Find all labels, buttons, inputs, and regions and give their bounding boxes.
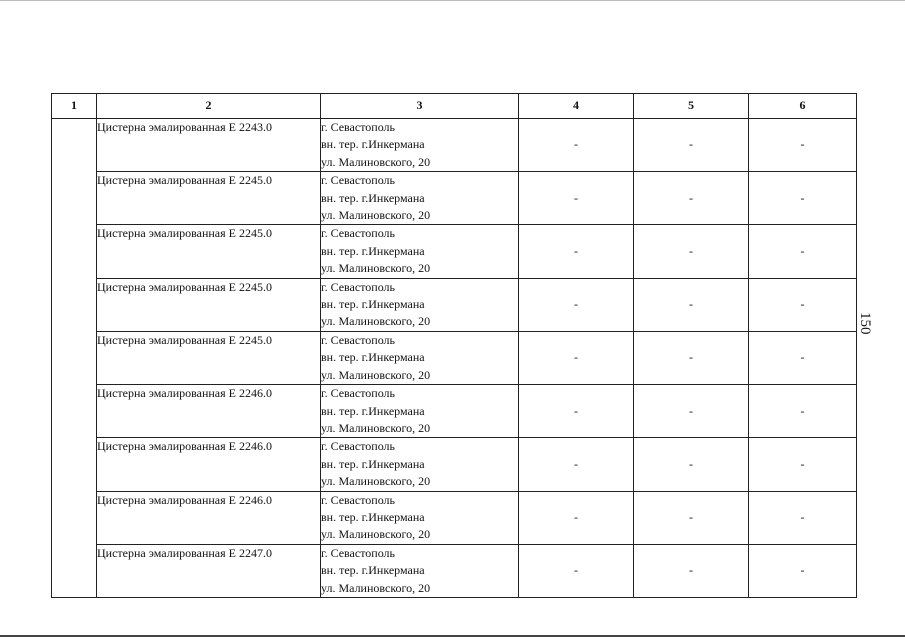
column-5-cell: - <box>634 278 749 331</box>
address-line-city: г. Севастополь <box>321 545 396 560</box>
address-line-territory: вн. тер. г.Инкермана <box>321 456 425 471</box>
column-5-cell: - <box>634 544 749 597</box>
address-cell <box>321 278 519 331</box>
column-6-cell: - <box>749 278 857 331</box>
address-line-territory: вн. тер. г.Инкермана <box>321 509 425 524</box>
address-cell <box>321 544 519 597</box>
address-cell <box>321 331 519 384</box>
column-5-cell: - <box>634 172 749 225</box>
address-line-territory: вн. тер. г.Инкермана <box>321 563 425 578</box>
table-row <box>52 544 857 597</box>
item-name-cell: Цистерна эмалированная Е 2246.0 <box>97 385 321 438</box>
table-row <box>52 278 857 331</box>
item-name-cell: Цистерна эмалированная Е 2247.0 <box>97 544 321 597</box>
address-line-city: г. Севастополь <box>321 120 396 134</box>
number-cell <box>52 119 97 598</box>
address-line-city: г. Севастополь <box>321 279 396 294</box>
address-line-street: ул. Малиновского, 20 <box>321 314 431 329</box>
column-6-cell: - <box>749 331 857 384</box>
address-line-territory: вн. тер. г.Инкермана <box>321 297 425 312</box>
address-cell <box>321 225 519 278</box>
address-line-territory: вн. тер. г.Инкермана <box>321 243 425 258</box>
table-row <box>52 225 857 278</box>
scan-bottom-edge <box>0 635 905 637</box>
address-line-territory: вн. тер. г.Инкермана <box>321 350 425 365</box>
column-header-2: 2 <box>97 94 321 119</box>
address-line-city: г. Севастополь <box>321 386 396 401</box>
table-row <box>52 438 857 491</box>
address-cell <box>321 491 519 544</box>
address-line-territory: вн. тер. г.Инкермана <box>321 403 425 418</box>
column-4-cell: - <box>519 278 634 331</box>
column-header-4: 4 <box>519 94 634 119</box>
address-line-street: ул. Малиновского, 20 <box>321 580 431 595</box>
column-4-cell: - <box>519 331 634 384</box>
address-line-street: ул. Малиновского, 20 <box>321 474 431 489</box>
column-6-cell: - <box>749 438 857 491</box>
column-4-cell: - <box>519 491 634 544</box>
table-row <box>52 172 857 225</box>
address-line-street: ул. Малиновского, 20 <box>321 367 431 382</box>
item-name-cell: Цистерна эмалированная Е 2245.0 <box>97 172 321 225</box>
item-name-cell: Цистерна эмалированная Е 2245.0 <box>97 278 321 331</box>
table-row <box>52 385 857 438</box>
table-row <box>52 491 857 544</box>
column-header-5: 5 <box>634 94 749 119</box>
address-line-street: ул. Малиновского, 20 <box>321 154 431 169</box>
address-cell <box>321 438 519 491</box>
address-line-street: ул. Малиновского, 20 <box>321 261 431 276</box>
column-header-1: 1 <box>52 94 97 119</box>
inventory-table <box>51 93 857 598</box>
scan-top-edge <box>0 0 905 1</box>
column-4-cell: - <box>519 119 634 172</box>
item-name-cell: Цистерна эмалированная Е 2245.0 <box>97 331 321 384</box>
address-line-city: г. Севастополь <box>321 332 396 347</box>
address-line-territory: вн. тер. г.Инкермана <box>321 190 425 205</box>
item-name-cell: Цистерна эмалированная Е 2245.0 <box>97 225 321 278</box>
column-4-cell: - <box>519 544 634 597</box>
column-6-cell: - <box>749 385 857 438</box>
column-4-cell: - <box>519 225 634 278</box>
column-5-cell: - <box>634 491 749 544</box>
column-6-cell: - <box>749 172 857 225</box>
address-line-street: ул. Малиновского, 20 <box>321 420 431 435</box>
column-5-cell: - <box>634 119 749 172</box>
column-5-cell: - <box>634 438 749 491</box>
column-header-3: 3 <box>321 94 519 119</box>
column-6-cell: - <box>749 491 857 544</box>
page-number <box>856 312 873 335</box>
column-5-cell: - <box>634 385 749 438</box>
column-6-cell: - <box>749 119 857 172</box>
column-4-cell: - <box>519 438 634 491</box>
address-line-street: ул. Малиновского, 20 <box>321 208 431 223</box>
table-row <box>52 331 857 384</box>
address-line-city: г. Севастополь <box>321 226 396 241</box>
column-5-cell: - <box>634 225 749 278</box>
address-line-territory: вн. тер. г.Инкермана <box>321 137 425 152</box>
column-6-cell: - <box>749 225 857 278</box>
table-row <box>52 119 857 172</box>
address-cell <box>321 385 519 438</box>
column-6-cell: - <box>749 544 857 597</box>
column-4-cell: - <box>519 172 634 225</box>
address-cell <box>321 172 519 225</box>
column-5-cell: - <box>634 331 749 384</box>
column-header-6: 6 <box>749 94 857 119</box>
address-line-city: г. Севастополь <box>321 439 396 454</box>
address-line-street: ул. Малиновского, 20 <box>321 527 431 542</box>
item-name-cell: Цистерна эмалированная Е 2246.0 <box>97 438 321 491</box>
address-line-city: г. Севастополь <box>321 492 396 507</box>
table-header-row <box>52 94 857 119</box>
address-cell <box>321 119 519 172</box>
address-line-city: г. Севастополь <box>321 173 396 188</box>
column-4-cell: - <box>519 385 634 438</box>
item-name-cell: Цистерна эмалированная Е 2243.0 <box>97 119 321 172</box>
page-number-text: 150 <box>857 312 873 335</box>
item-name-cell: Цистерна эмалированная Е 2246.0 <box>97 491 321 544</box>
